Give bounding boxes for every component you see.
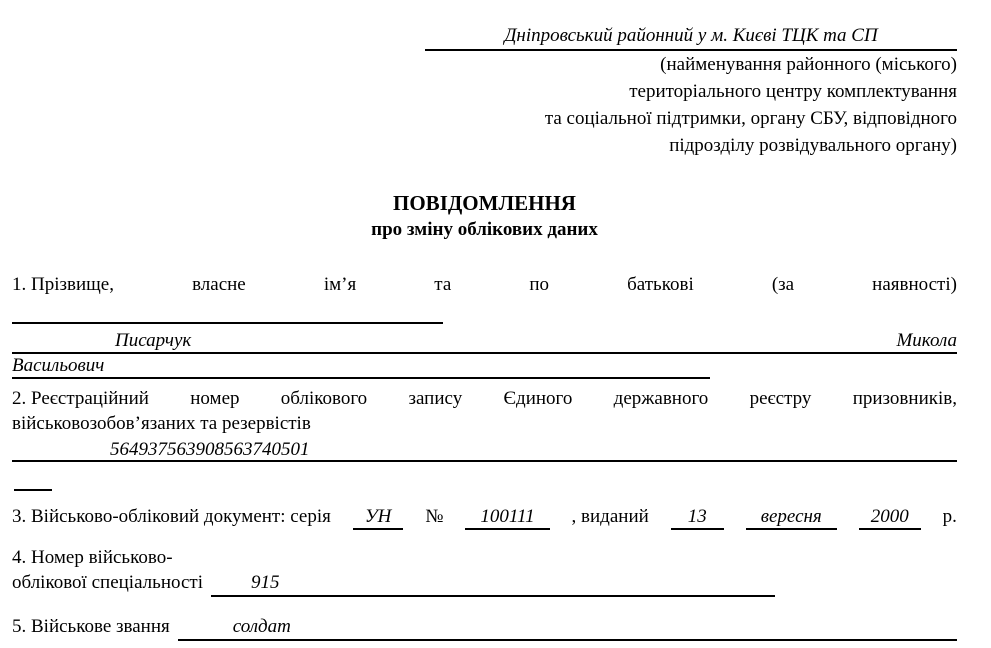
item-3-label: 3. Військово-обліковий документ: серія (12, 506, 331, 527)
issue-year-value: 2000 (859, 506, 921, 530)
header-caption-line-1: (найменування районного (міського) (660, 54, 957, 75)
item-2-label-line-2: військовозобов’язаних та резервістів (12, 413, 311, 434)
item-1-word: батькові (627, 274, 694, 295)
header-caption-line-4: підрозділу розвідувального органу) (669, 135, 957, 156)
military-rank-value: солдат (178, 616, 957, 641)
item-5-label: 5. Військове звання (12, 616, 170, 637)
header-caption-line-3: та соціальної підтримки, органу СБУ, відповідного (544, 108, 957, 129)
patronymic-value: Васильович (12, 355, 105, 376)
item-2-word: Єдиного (503, 388, 573, 409)
item-1-word: по (529, 274, 550, 295)
item-2-word: державного (613, 388, 709, 409)
header-caption-line-2: територіального центру комплектування (629, 81, 957, 102)
issued-label: , виданий (571, 506, 649, 527)
year-suffix: р. (942, 506, 957, 527)
item-2-word: облікового (280, 388, 368, 409)
doc-number-value: 100111 (465, 506, 549, 530)
item-2-word: запису (408, 388, 463, 409)
item-1-word: наявності) (872, 274, 957, 295)
doc-series-value: УН (353, 506, 404, 530)
item-1-word: 1. Прізвище, (12, 274, 114, 295)
issue-month-value: вересня (746, 506, 837, 530)
item-3-line (12, 506, 957, 530)
surname-value: Писарчук (115, 330, 192, 351)
registry-number-fill-line (12, 438, 957, 462)
item-1-word: ім’я (323, 274, 357, 295)
item-4-label-line-2: облікової спеціальності (12, 572, 203, 593)
specialty-number-value: 915 (211, 572, 775, 597)
title-block (12, 190, 957, 243)
item-1-word: власне (192, 274, 246, 295)
item-4-line-2 (12, 572, 775, 597)
name-fill-line (12, 330, 957, 354)
item-1-word: (за (771, 274, 795, 295)
item-2-word: номер (190, 388, 240, 409)
item-2-label-line-1 (12, 388, 957, 410)
item-1-word: та (434, 274, 452, 295)
number-sign: № (425, 506, 444, 527)
item-2-word: призовників, (852, 388, 957, 409)
item-5-line (12, 616, 957, 641)
document-subtitle: про зміну облікових даних (371, 219, 598, 240)
item-4-label-line-1: 4. Номер військово- (12, 547, 173, 568)
item-2-word: 2. Реєстраційний (12, 388, 149, 409)
first-name-value: Микола (896, 330, 957, 351)
blank-line-short (14, 478, 52, 491)
tcc-org-name: Дніпровський районний у м. Києві ТЦК та СП (425, 24, 957, 51)
blank-line-empty (12, 300, 443, 324)
patronymic-fill-line (12, 355, 710, 379)
item-1-label (12, 274, 957, 296)
document-title: ПОВІДОМЛЕННЯ (393, 191, 576, 215)
issue-day-value: 13 (671, 506, 724, 530)
registry-number-value: 564937563908563740501 (110, 439, 310, 460)
header-block (425, 24, 957, 159)
item-2-word: реєстру (749, 388, 812, 409)
